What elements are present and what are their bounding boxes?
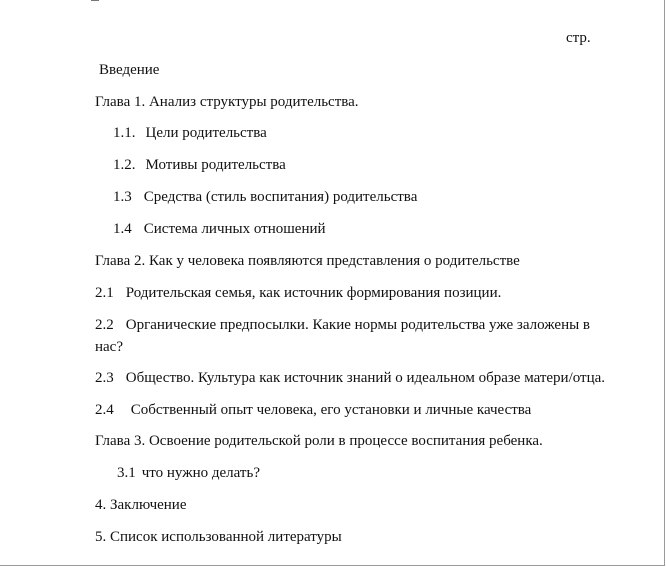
section-number: 2.1 [95,285,114,301]
section-title: что нужно делать? [141,465,260,481]
section-title: Цели родительства [145,125,267,141]
toc-section-1-3 [113,188,417,206]
toc-section-1-4 [113,220,326,238]
toc-section-2-2-continuation: нас? [95,339,124,355]
section-title: Родительская семья, как источник формирования позиции. [125,285,502,301]
toc-section-2-3 [95,369,605,387]
toc-section-2-4 [95,401,531,419]
toc-section-1-1 [113,124,267,142]
toc-introduction: Введение [99,62,160,78]
section-title: Система личных отношений [143,221,326,237]
toc-section-2-2 [95,316,590,334]
toc-chapter-2: Глава 2. Как у человека появляются представления о родительстве [95,253,520,269]
section-number: 2.3 [95,370,114,386]
toc-conclusion: 4. Заключение [95,497,187,513]
toc-chapter-1: Глава 1. Анализ структуры родительства. [95,94,359,110]
section-number: 2.2 [95,317,114,333]
toc-bibliography: 5. Список использованной литературы [95,529,342,545]
section-title: Собственный опыт человека, его установки и личные качества [130,402,532,418]
section-number: 2.4 [95,402,114,418]
section-number: 1.3 [113,189,132,205]
page-column-label: стр. [566,30,591,46]
section-number: 1.1. [113,125,136,141]
section-number: 1.4 [113,221,132,237]
section-number: 3.1 [117,465,136,481]
section-title: Средства (стиль воспитания) родительства [143,189,418,205]
toc-section-1-2 [113,156,286,174]
section-number: 1.2. [113,157,136,173]
section-title: Мотивы родительства [145,157,286,173]
toc-section-2-1 [95,284,501,302]
toc-section-3-1 [117,464,260,482]
section-title: Общество. Культура как источник знаний о идеальном образе матери/отца. [125,370,606,386]
toc-chapter-3: Глава 3. Освоение родительской роли в процессе воспитания ребенка. [95,433,543,449]
section-title: Органические предпосылки. Какие нормы родительства уже заложены в [125,317,591,333]
text-boundary-mark [91,0,99,1]
